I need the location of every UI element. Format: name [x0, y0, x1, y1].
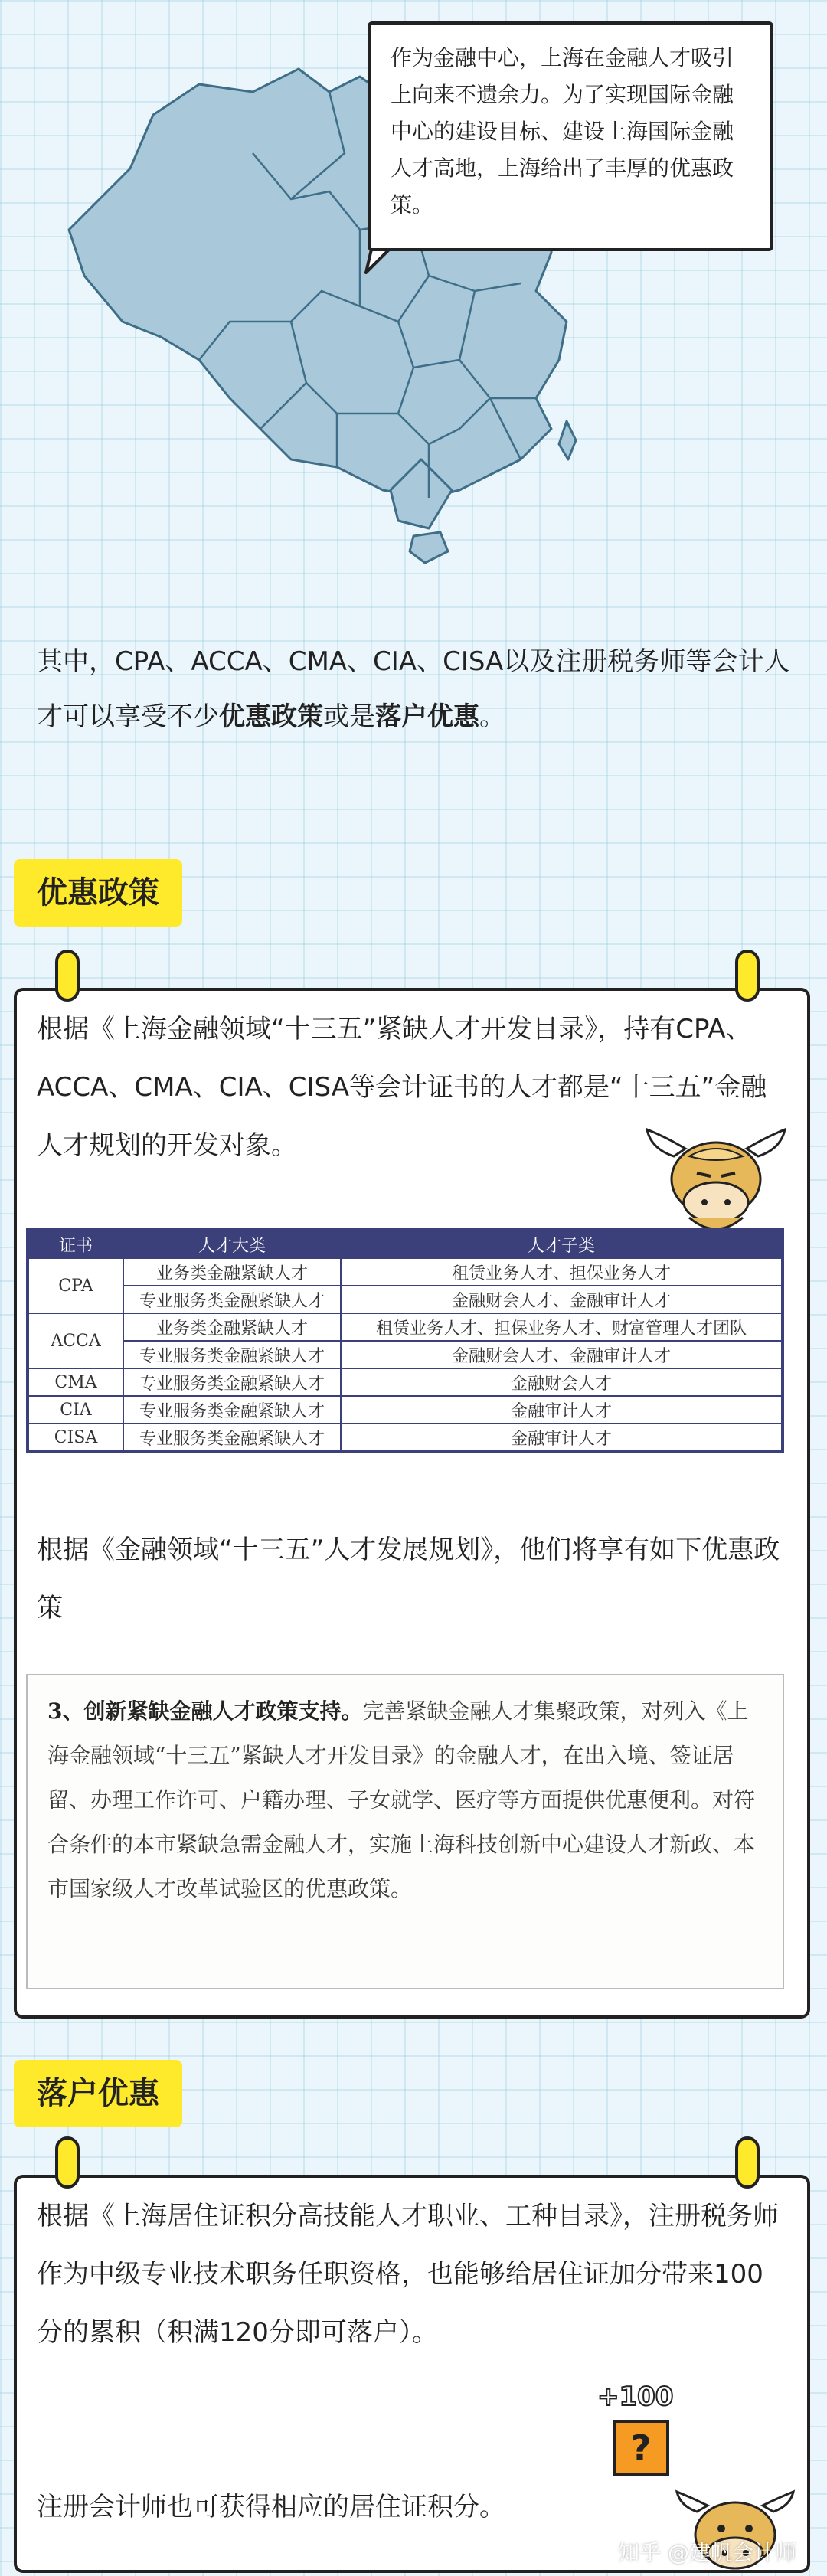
table-row	[28, 1396, 783, 1424]
table-cell-cert: CPA	[28, 1258, 123, 1313]
document-text: 完善紧缺金融人才集聚政策，对列入《上海金融领域“十三五”紧缺人才开发目录》的金融人才，在出入境、签证居留、办理工作许可、户籍办理、子女就学、医疗等方面提供优惠便利。对符合条件的本市紧缺急需金融人才，实施上海科技创新中心建设人才新政、本市国家级人才改革试验区的优惠政策。	[47, 1698, 756, 1901]
hukou-para-2: 注册会计师也可获得相应的居住证积分。	[37, 2492, 505, 2522]
plus-100-badge: +100	[597, 2381, 674, 2412]
table-cell-category: 专业服务类金融紧缺人才	[123, 1368, 341, 1396]
table-cell-cert: CMA	[28, 1368, 123, 1396]
table-cell-category: 专业服务类金融紧缺人才	[123, 1286, 341, 1313]
intro-paragraph	[37, 634, 795, 744]
policy-para-2: 根据《金融领域“十三五”人才发展规划》，他们将享有如下优惠政策	[37, 1535, 780, 1623]
document-heading: 3、创新紧缺金融人才政策支持。	[47, 1698, 363, 1724]
watermark-text: 知乎 @建帆会计师	[618, 2540, 796, 2565]
intro-text-3: 。	[479, 701, 505, 732]
section-title-policy: 优惠政策	[14, 859, 182, 927]
table-row	[28, 1286, 783, 1313]
table-cell-subcategory: 租赁业务人才、担保业务人才	[341, 1258, 783, 1286]
hukou-para-1: 根据《上海居住证积分高技能人才职业、工种目录》，注册税务师作为中级专业技术职务任职资格，也能够给居住证加分带来100分的累积（积满120分即可落户）。	[37, 2201, 779, 2348]
table-cell-subcategory: 金融财会人才、金融审计人才	[341, 1286, 783, 1313]
section-title-hukou: 落户优惠	[14, 2060, 182, 2127]
table-cell-cert: ACCA	[28, 1313, 123, 1368]
table-cell-subcategory: 金融财会人才、金融审计人才	[341, 1341, 783, 1368]
table-cell-subcategory: 金融财会人才	[341, 1368, 783, 1396]
panel-pin-right	[735, 950, 760, 1002]
table-header-row	[28, 1230, 783, 1258]
intro-bold-policy: 优惠政策	[219, 701, 323, 732]
speech-bubble	[368, 21, 773, 251]
table-cell-subcategory: 租赁业务人才、担保业务人才、财富管理人才团队	[341, 1313, 783, 1341]
panel-pin-right	[735, 2136, 760, 2189]
policy-para-1: 根据《上海金融领域“十三五”紧缺人才开发目录》，持有CPA、ACCA、CMA、CIA、CISA等会计证书的人才都是“十三五”金融人才规划的开发对象。	[37, 1014, 767, 1161]
table-cell-category: 专业服务类金融紧缺人才	[123, 1396, 341, 1424]
table-row	[28, 1313, 783, 1341]
table-header-subcategory: 人才子类	[341, 1230, 783, 1258]
panel-pin-left	[55, 2136, 80, 2189]
table-row	[28, 1258, 783, 1286]
table-cell-category: 专业服务类金融紧缺人才	[123, 1424, 341, 1452]
intro-text-2: 或是	[323, 701, 375, 732]
policy-document-excerpt	[26, 1674, 784, 1989]
table-cell-subcategory: 金融审计人才	[341, 1424, 783, 1452]
table-cell-cert: CIA	[28, 1396, 123, 1424]
table-cell-subcategory: 金融审计人才	[341, 1396, 783, 1424]
table-row	[28, 1368, 783, 1396]
talent-table	[26, 1228, 784, 1453]
table-row	[28, 1341, 783, 1368]
bubble-text: 作为金融中心，上海在金融人才吸引上向来不遗余力。为了实现国际金融中心的建设目标、建设上海国际金融人才高地，上海给出了丰厚的优惠政策。	[391, 45, 734, 217]
question-block-icon: ?	[613, 2420, 669, 2476]
table-cell-category: 业务类金融紧缺人才	[123, 1258, 341, 1286]
table-cell-category: 业务类金融紧缺人才	[123, 1313, 341, 1341]
bull-mascot-icon	[643, 1126, 789, 1241]
panel-pin-left	[55, 950, 80, 1002]
table-header-category: 人才大类	[123, 1230, 341, 1258]
intro-text-1: 其中，CPA、ACCA、CMA、CIA、CISA以及注册税务师等会计人才可以享受不少	[37, 646, 790, 732]
table-cell-category: 专业服务类金融紧缺人才	[123, 1341, 341, 1368]
table-header-cert: 证书	[28, 1230, 123, 1258]
table-cell-cert: CISA	[28, 1424, 123, 1452]
intro-bold-hukou: 落户优惠	[375, 701, 479, 732]
table-row	[28, 1424, 783, 1452]
